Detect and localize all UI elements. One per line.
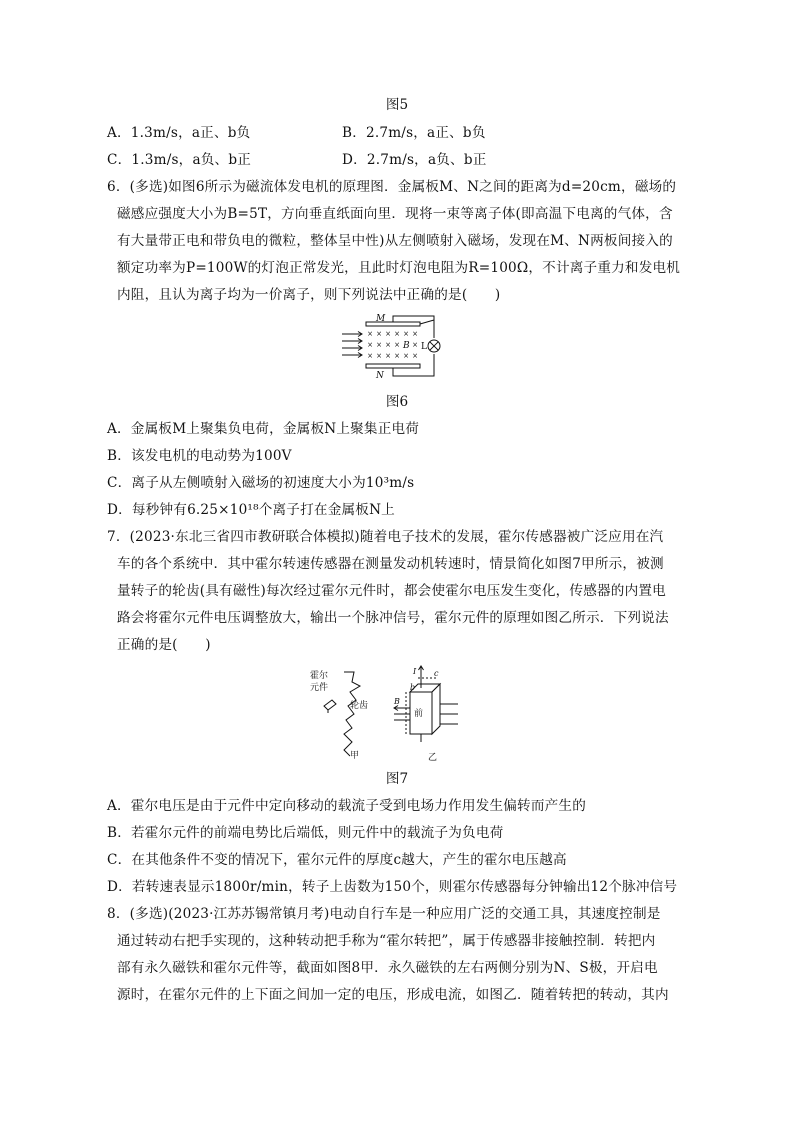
fig7-label-hall-1: 霍尔 [310,671,329,681]
fig6-label-l: L [421,342,427,352]
svg-text:×: × [403,352,409,360]
fig7-label-field-b: B [394,697,400,706]
q7-option-b: B．若霍尔元件的前端电势比后端低，则元件中的载流子为负电荷 [107,825,504,841]
svg-text:×: × [394,341,400,349]
figure-7-hall-sensor [310,664,485,762]
q8-line-3: 部有永久磁铁和霍尔元件等，截面如图8甲．永久磁铁的左右两侧分别为N、S极，开启电 [117,960,658,976]
svg-text:×: × [385,330,391,338]
svg-text:×: × [367,330,373,338]
fig7-caption: 图7 [385,771,409,787]
svg-text:×: × [385,341,391,349]
q6-line-2: 磁感应强度大小为B=5T，方向垂直纸面向里．现将一束等离子体(即高温下电离的气体，含 [117,206,673,222]
q8-line-1: 8．(多选)(2023·江苏苏锡常镇月考)电动自行车是一种应用广泛的交通工具，其速度控制是 [107,906,661,922]
q6-option-c: C．离子从左侧喷射入磁场的初速度大小为10³m/s [107,475,415,491]
fig6-label-m: M [376,314,386,324]
svg-text:×: × [412,330,418,338]
svg-text:×: × [394,330,400,338]
q7-line-1: 7．(2023·东北三省四市教研联合体模拟)随着电子技术的发展，霍尔传感器被广泛应用在汽 [107,529,664,545]
q8-line-2: 通过转动右把手实现的，这种转动把手称为“霍尔转把”，属于传感器非接触控制．转把内 [117,933,656,949]
fig6-label-n: N [376,371,384,381]
svg-text:×: × [376,341,382,349]
fig6-label-b: B [403,341,410,351]
fig7-label-hall-2: 元件 [310,683,329,693]
svg-text:×: × [367,341,373,349]
svg-text:×: × [394,352,400,360]
svg-text:×: × [385,352,391,360]
fig5-caption: 图5 [385,97,409,113]
fig7-label-i: I [413,667,417,676]
q6-option-d: D．每秒钟有6.25×10¹⁸个离子打在金属板N上 [107,502,395,518]
q5-option-a: A．1.3m/s，a正、b负 [107,125,251,141]
q6-line-4: 额定功率为P=100W的灯泡正常发光，且此时灯泡电阻为R=100Ω，不计离子重力和发电机 [117,260,681,276]
svg-text:×: × [403,330,409,338]
q5-option-b: B．2.7m/s，a正、b负 [342,125,486,141]
fig7-label-jia: 甲 [350,751,360,761]
fig7-label-b: b [410,683,416,692]
q6-line-3: 有大量带正电和带负电的微粒，整体呈中性)从左侧喷射入磁场，发现在M、N两板间接入的 [117,233,673,249]
q7-line-2: 车的各个系统中．其中霍尔转速传感器在测量发动机转速时，情景简化如图7甲所示，被测 [117,556,664,572]
fig7-label-front: 前 [414,709,424,719]
q5-option-d: D．2.7m/s，a负、b正 [342,152,487,168]
q7-option-d: D．若转速表显示1800r/min，转子上齿数为150个，则霍尔传感器每分钟输出12个脉冲信号 [107,879,678,895]
svg-text:×: × [376,352,382,360]
q7-line-4: 路会将霍尔元件电压调整放大，输出一个脉冲信号，霍尔元件的原理如图乙所示．下列说法 [117,610,669,626]
q7-line-5: 正确的是( ) [117,637,211,653]
q7-option-c: C．在其他条件不变的情况下，霍尔元件的厚度c越大，产生的霍尔电压越高 [107,852,567,868]
q7-option-a: A．霍尔电压是由于元件中定向移动的载流子受到电场力作用发生偏转而产生的 [107,798,587,814]
q8-line-4: 源时，在霍尔元件的上下面之间加一定的电压，形成电流，如图乙．随着转把的转动，其内 [117,987,669,1003]
fig7-label-yi: 乙 [428,753,438,762]
svg-text:×: × [376,330,382,338]
q6-line-1: 6．(多选)如图6所示为磁流体发电机的原理图．金属板M、N之间的距离为d=20cm，磁场的 [107,179,677,195]
q5-option-c: C．1.3m/s，a负、b正 [107,152,252,168]
figure-6-mhd-generator [338,312,458,384]
q6-line-5: 内阻，且认为离子均为一价离子，则下列说法中正确的是( ) [117,287,501,303]
fig7-label-gear: 轮齿 [350,701,369,711]
q6-option-b: B．该发电机的电动势为100V [107,448,292,464]
fig6-caption: 图6 [385,394,409,410]
svg-text:×: × [367,352,373,360]
q7-line-3: 量转子的轮齿(具有磁性)每次经过霍尔元件时，都会使霍尔电压发生变化，传感器的内置电 [117,583,666,599]
svg-text:×: × [412,341,418,349]
svg-text:×: × [412,352,418,360]
fig7-label-c: c [434,669,439,678]
q6-option-a: A．金属板M上聚集负电荷，金属板N上聚集正电荷 [107,421,420,437]
